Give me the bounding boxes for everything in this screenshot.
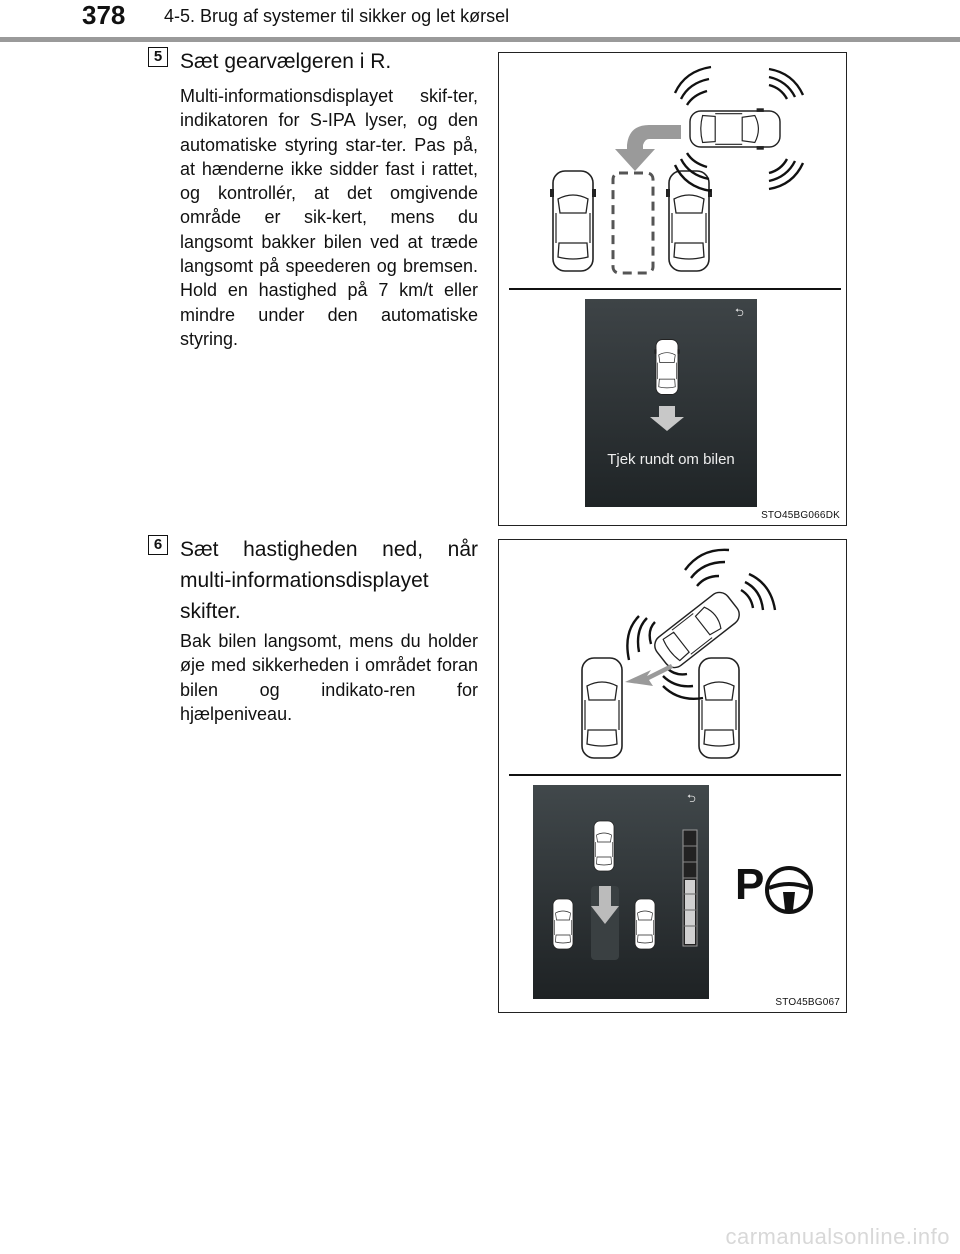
screen-car-right-icon [635,899,655,949]
reverse-arrow-icon [625,664,673,686]
parked-car-right-icon [699,658,739,758]
step-6-figure [498,539,847,1013]
display-message: Tjek rundt om bilen [607,451,735,468]
parking-scene-illustration-2 [499,540,848,1014]
parked-car-left-icon [550,171,596,271]
target-space-icon [613,173,653,273]
step-6-body: Bak bilen langsomt, mens du holder øje med sikkerheden i området foran bilen og indikato-ren for hjælpeniveau. [180,631,478,724]
parking-assist-letter: P [735,860,765,909]
return-icon: ⮌ [687,792,696,805]
page-number: 378 [82,0,126,30]
header-rule [0,37,960,42]
own-car-icon [690,108,780,149]
footer-watermark: carmanualsonline.info [725,1224,950,1249]
return-icon: ⮌ [735,306,744,319]
steering-wheel-icon [767,868,811,912]
assist-level-bar [683,830,697,946]
screen-car-icon [594,821,614,871]
step-6-heading: Sæt hastigheden ned, når multi-informationsdisplayet skifter. [180,538,478,623]
step-6-badge: 6 [148,535,168,555]
screen-car-icon [654,340,679,395]
multi-info-display [585,299,757,507]
figure-code-5: STO45BG066DK [761,510,840,521]
step-5-heading: Sæt gearvælgeren i R. [180,50,392,73]
parked-car-left-icon [582,658,622,758]
section-title: 4-5. Brug af systemer til sikker og let kørsel [164,6,510,26]
parked-car-right-icon [666,171,712,271]
step-5-body: Multi-informationsdisplayet skif-ter, indikatoren for S-IPA lyser, og den automatiske styring star-ter. Pas på, at hænderne ikke sidder fast i rattet, og kontrollér, at det omgivende område er sik-kert, mens du langsomt bakker bilen ved at træde langsomt på speederen og bremsen. Hold en hastighed på 7 km/t eller mindre under den automatiske styring. [180,86,478,349]
step-5-badge: 5 [148,47,168,67]
screen-car-left-icon [553,899,573,949]
reverse-arrow-icon [615,125,681,171]
step-5-figure [498,52,847,526]
figure-code-6: STO45BG067 [775,997,840,1008]
